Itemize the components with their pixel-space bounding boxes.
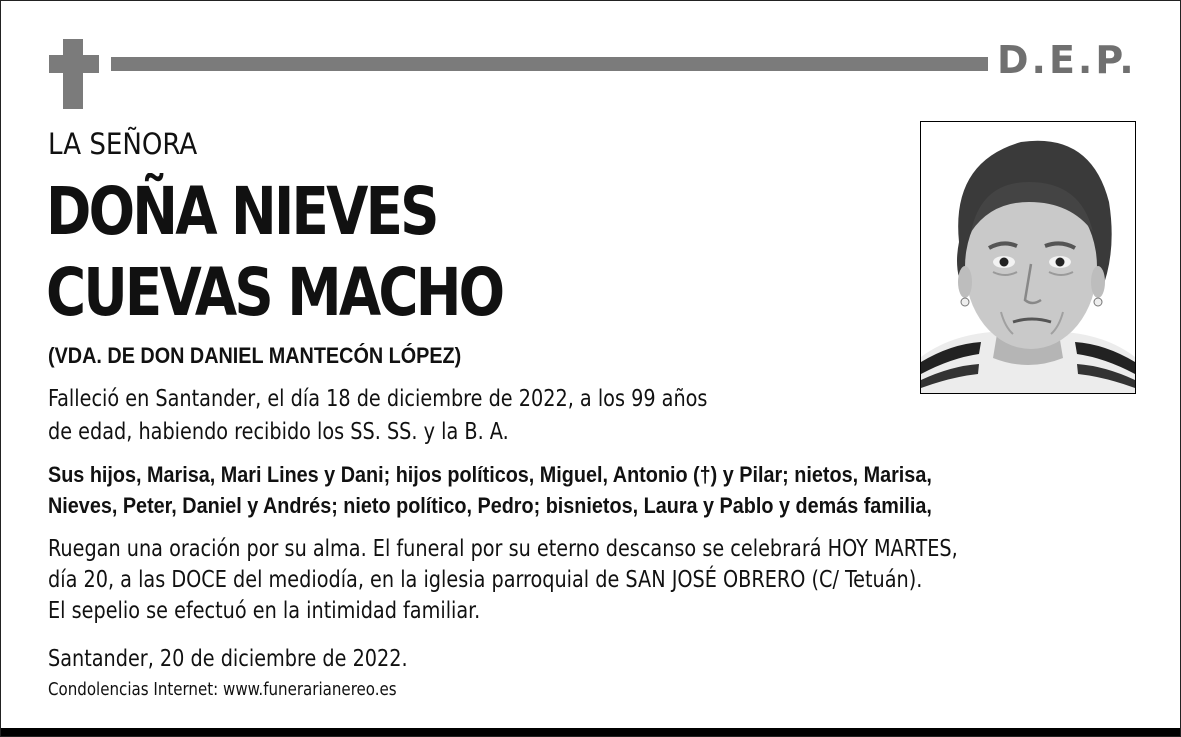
- dep-label: D.E.P.: [997, 38, 1137, 82]
- death-details-line2: de edad, habiendo recibido los SS. SS. y la B. A.: [48, 419, 509, 445]
- deceased-name-line1: DOÑA NIEVES: [46, 173, 437, 250]
- place-date: Santander, 20 de diciembre de 2022.: [48, 646, 408, 672]
- cross-icon-bar: [49, 55, 99, 73]
- portrait-photo: [920, 121, 1136, 394]
- deceased-name-line2: CUEVAS MACHO: [46, 254, 503, 331]
- prayer-line1: Ruegan una oración por su alma. El funeral por su eterno descanso se celebrará HOY MARTES,: [48, 536, 958, 562]
- widow-of: (VDA. DE DON DANIEL MANTECÓN LÓPEZ): [48, 343, 462, 368]
- cross-icon: [63, 39, 83, 109]
- header-rule: [111, 57, 988, 71]
- condolences-line: Condolencias Internet: www.funerarianereo.es: [48, 679, 397, 700]
- family-line2: Nieves, Peter, Daniel y Andrés; nieto político, Pedro; bisnietos, Laura y Pablo y demás familia,: [48, 493, 932, 518]
- prayer-line3: El sepelio se efectuó en la intimidad familiar.: [48, 598, 481, 624]
- title-prefix: LA SEÑORA: [48, 127, 198, 161]
- bottom-rule: [1, 728, 1180, 736]
- family-line1: Sus hijos, Marisa, Mari Lines y Dani; hijos políticos, Miguel, Antonio (†) y Pilar; nietos, Marisa,: [48, 462, 932, 487]
- portrait-image: [921, 122, 1135, 393]
- prayer-line2: día 20, a las DOCE del mediodía, en la iglesia parroquial de SAN JOSÉ OBRERO (C/ Tetuán).: [48, 567, 923, 593]
- death-details-line1: Falleció en Santander, el día 18 de diciembre de 2022, a los 99 años: [48, 386, 708, 412]
